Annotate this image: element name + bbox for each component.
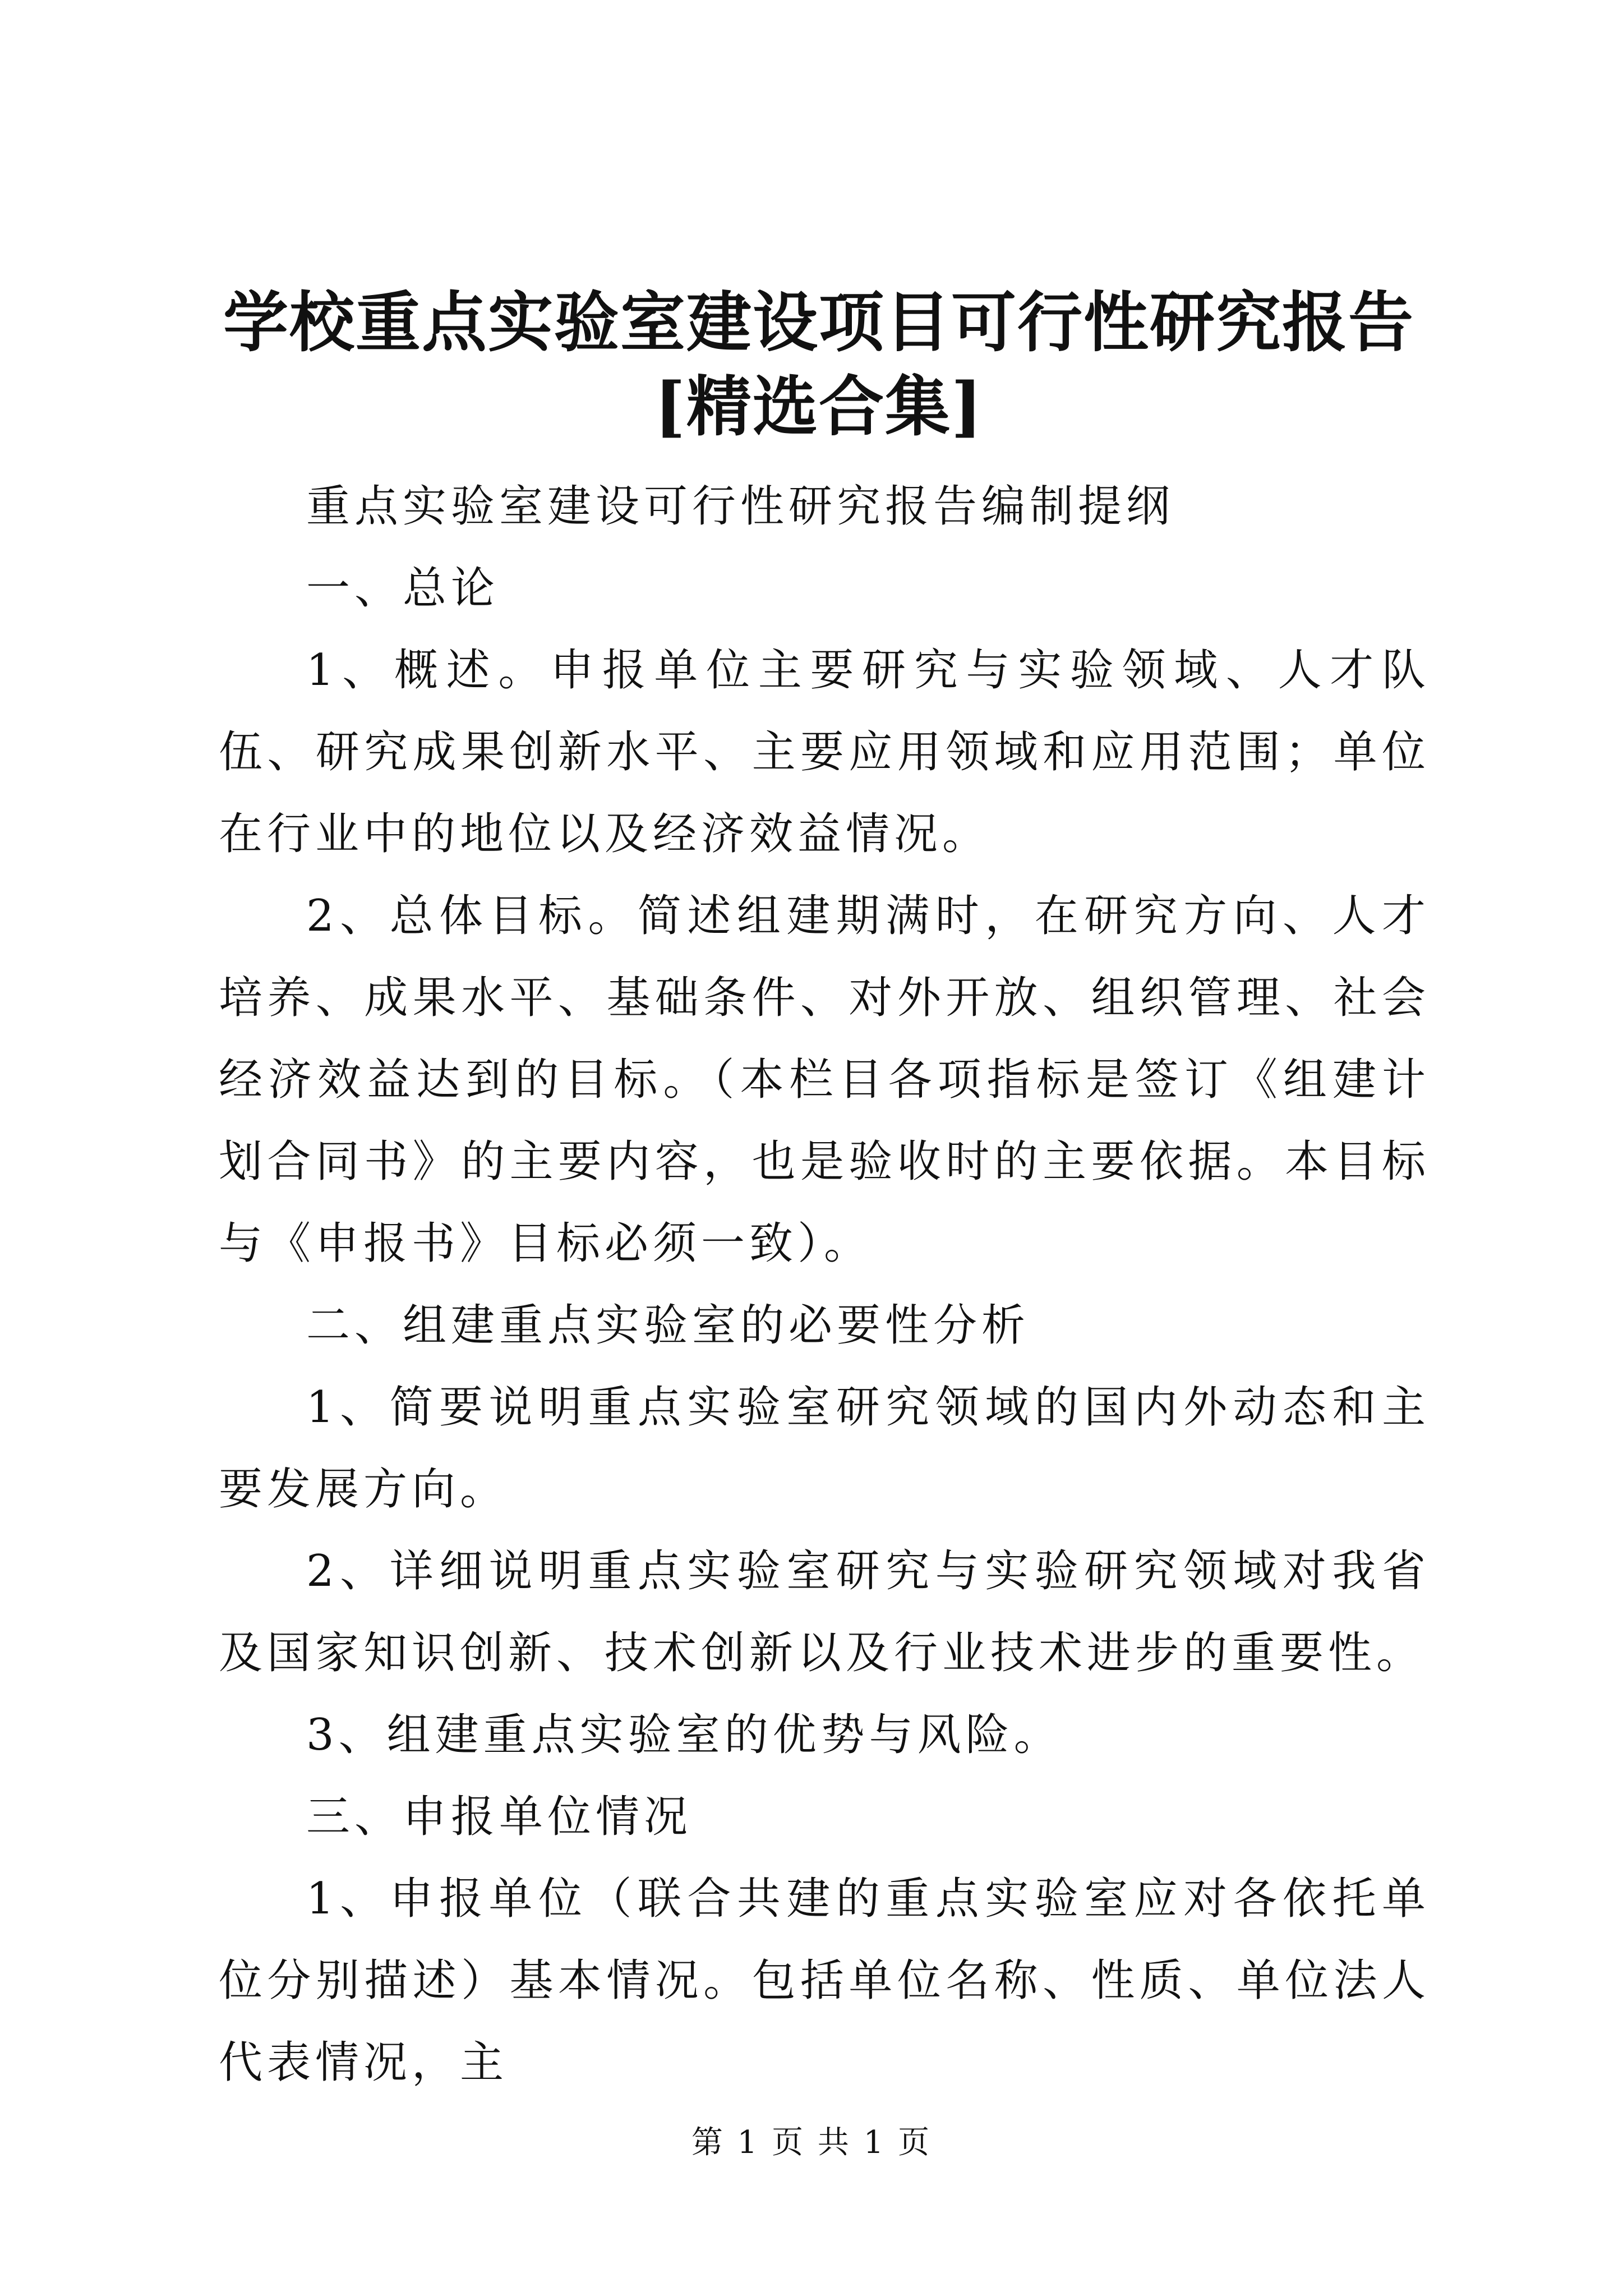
paragraph-applicant-info: 1、申报单位（联合共建的重点实验室应对各依托单位分别描述）基本情况。包括单位名称、性质、单位法人代表情况，主 xyxy=(219,1874,1430,2088)
document-title: 学校重点实验室建设项目可行性研究报告[精选合集] xyxy=(223,284,1414,445)
paragraph-outline-heading: 重点实验室建设可行性研究报告编制提纲 xyxy=(306,481,1175,532)
section-heading-necessity: 二、组建重点实验室的必要性分析 xyxy=(306,1300,1030,1351)
section-heading-general: 一、总论 xyxy=(306,563,500,614)
document-body xyxy=(219,466,1430,2104)
paragraph-overview: 1、概述。申报单位主要研究与实验领域、人才队伍、研究成果创新水平、主要应用领域和应用范围；单位在行业中的地位以及经济效益情况。 xyxy=(219,645,1430,859)
page-footer: 第 1 页 共 1 页 xyxy=(691,2124,932,2161)
paragraph-advantages-risks: 3、组建重点实验室的优势与风险。 xyxy=(306,1710,1062,1760)
paragraph-importance: 2、详细说明重点实验室研究与实验研究领域对我省及国家知识创新、技术创新以及行业技术进步的重要性。 xyxy=(219,1546,1430,1678)
section-heading-applicant: 三、申报单位情况 xyxy=(306,1792,693,1842)
paragraph-overall-goal: 2、总体目标。简述组建期满时，在研究方向、人才培养、成果水平、基础条件、对外开放、组织管理、社会经济效益达到的目标。（本栏目各项指标是签订《组建计划合同书》的主要内容，也是验收时的主要依据。本目标与《申报书》目标必须一致）。 xyxy=(219,891,1430,1269)
paragraph-research-trends: 1、简要说明重点实验室研究领域的国内外动态和主要发展方向。 xyxy=(219,1382,1430,1515)
